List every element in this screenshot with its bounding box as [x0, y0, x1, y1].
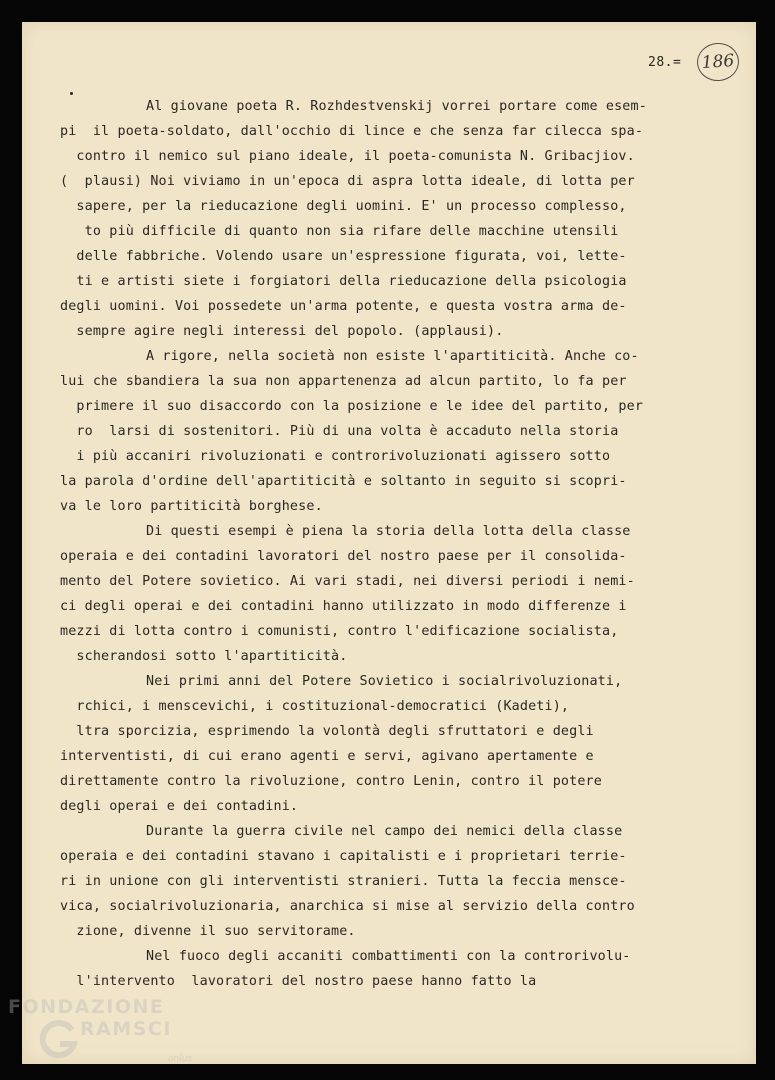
text-line: ri in unione con gli interventisti stranieri. Tutta la feccia mensce-	[60, 874, 627, 889]
text-line: vica, socialrivoluzionaria, anarchica si mise al servizio della contro	[60, 899, 635, 914]
text-line: l'intervento lavoratori del nostro paese hanno fatto la	[60, 974, 537, 989]
text-line: ci degli operai e dei contadini hanno utilizzato in modo differenze i	[60, 599, 627, 614]
text-line: direttamente contro la rivoluzione, contro Lenin, contro il potere	[60, 774, 602, 789]
text-line: scherandosi sotto l'apartiticità.	[60, 649, 348, 664]
text-line: degli operai e dei contadini.	[60, 799, 299, 814]
text-line: ti e artisti siete i forgiatori della rieducazione della psicologia	[60, 274, 627, 289]
text-line: operaia e dei contadini lavoratori del nostro paese per il consolida-	[60, 549, 627, 564]
text-line: delle fabbriche. Volendo usare un'espressione figurata, voi, lette-	[60, 249, 627, 264]
archive-stamp-number: 186	[696, 42, 741, 83]
text-line: zione, divenne il suo servitorame.	[60, 924, 356, 939]
text-line: Durante la guerra civile nel campo dei nemici della classe	[146, 824, 623, 839]
watermark-suffix: onlus	[168, 1054, 193, 1064]
fondazione-gramsci-watermark	[4, 996, 204, 1080]
text-line: sempre agire negli interessi del popolo. (applausi).	[60, 324, 504, 339]
text-line: Nel fuoco degli accaniti combattimenti con la controrivolu-	[146, 949, 631, 964]
text-line: to più difficile di quanto non sia rifare delle macchine utensili	[60, 224, 619, 239]
text-line: pi il poeta-soldato, dall'occhio di lince e che senza far cilecca spa-	[60, 124, 644, 139]
text-line: la parola d'ordine dell'apartiticità e soltanto in seguito si scopri-	[60, 474, 627, 489]
text-line: sapere, per la rieducazione degli uomini. E' un processo complesso,	[60, 199, 627, 214]
text-line: Nei primi anni del Potere Sovietico i socialrivoluzionati,	[146, 674, 623, 689]
text-line: degli uomini. Voi possedete un'arma potente, e questa vostra arma de-	[60, 299, 627, 314]
text-line: va le loro partiticità borghese.	[60, 499, 323, 514]
text-line: primere il suo disaccordo con la posizione e le idee del partito, per	[60, 399, 644, 414]
text-line: i più accaniri rivoluzionati e controrivoluzionati agissero sotto	[60, 449, 611, 464]
text-line: interventisti, di cui erano agenti e servi, agivano apertamente e	[60, 749, 594, 764]
text-line: contro il nemico sul piano ideale, il poeta-comunista N. Gribacjiov.	[60, 149, 635, 164]
text-line: mezzi di lotta contro i comunisti, contro l'edificazione socialista,	[60, 624, 619, 639]
text-line: rchici, i menscevichi, i costituzional-democratici (Kadeti),	[60, 699, 570, 714]
watermark-line-1: FONDAZIONE	[8, 996, 165, 1018]
gramsci-g-logo-icon	[38, 1018, 82, 1062]
text-line: operaia e dei contadini stavano i capitalisti e i proprietari terrie-	[60, 849, 627, 864]
text-line: ro larsi di sostenitori. Più di una volta è accaduto nella storia	[60, 424, 619, 439]
page-number: 28.=	[648, 55, 682, 70]
text-line: mento del Potere sovietico. Ai vari stadi, nei diversi periodi i nemi-	[60, 574, 635, 589]
text-line: lui che sbandiera la sua non appartenenza ad alcun partito, lo fa per	[60, 374, 627, 389]
ink-dot	[70, 92, 73, 95]
text-line: A rigore, nella società non esiste l'apartiticità. Anche co-	[146, 349, 639, 364]
text-line: ( plausi) Noi viviamo in un'epoca di aspra lotta ideale, di lotta per	[60, 174, 635, 189]
watermark-line-2: RAMSCI	[80, 1018, 172, 1040]
text-line: Di questi esempi è piena la storia della lotta della classe	[146, 524, 631, 539]
text-line: Al giovane poeta R. Rozhdestvenskij vorrei portare come esem-	[146, 99, 647, 114]
text-line: ltra sporcizia, esprimendo la volontà degli sfruttatori e degli	[60, 724, 594, 739]
